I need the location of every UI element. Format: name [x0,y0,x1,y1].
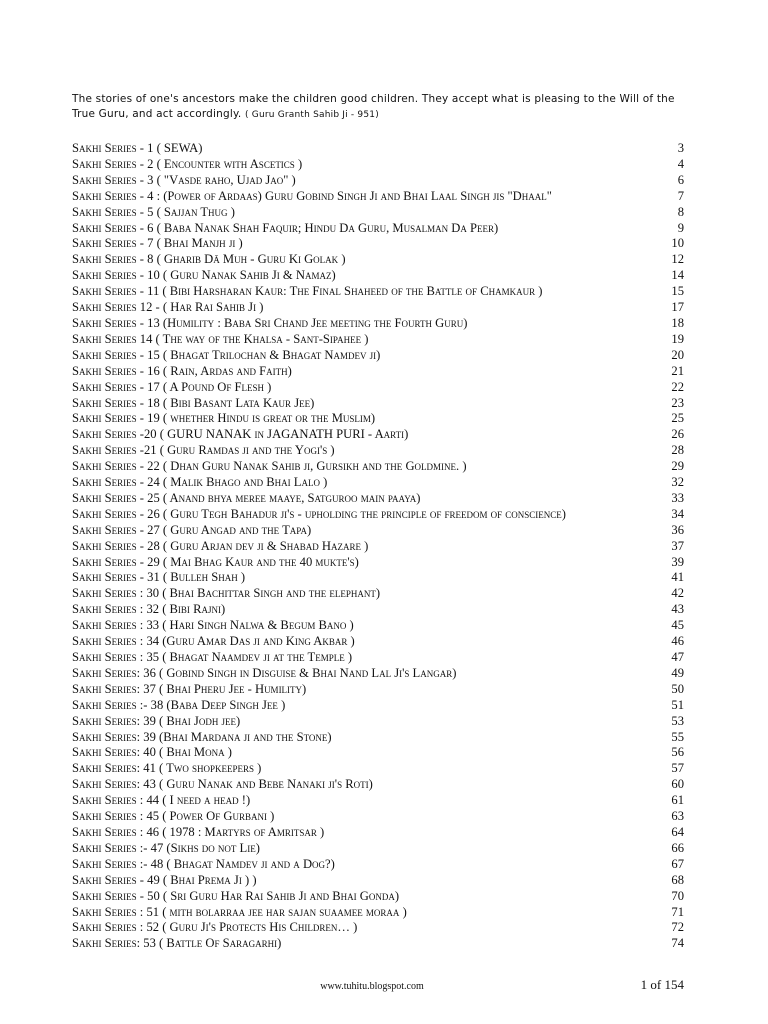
toc-entry[interactable] [72,936,684,952]
toc-entry[interactable] [72,475,684,491]
toc-entry-title: Sakhi Series: 40 ( Bhai Mona ) [72,745,232,760]
toc-entry[interactable] [72,523,684,539]
toc-entry[interactable] [72,714,684,730]
page-indicator: 1 of 154 [640,977,684,992]
toc-entry-page: 6 [677,172,684,187]
toc-entry[interactable] [72,889,684,905]
toc-entry-page: 28 [671,443,684,458]
toc-entry[interactable] [72,682,684,698]
toc-entry-page: 46 [671,634,684,649]
toc-entry-title: Sakhi Series - 5 ( Sajjan Thug ) [72,204,235,219]
toc-entry[interactable] [72,905,684,921]
toc-entry-page: 61 [671,793,684,808]
toc-entry-page: 33 [671,490,684,505]
toc-entry-title: Sakhi Series : 44 ( I need a head !) [72,793,251,808]
toc-entry[interactable] [72,205,684,221]
toc-entry[interactable] [72,586,684,602]
toc-entry-title: Sakhi Series - 7 ( Bhai Manjh ji ) [72,236,243,251]
toc-entry-title: Sakhi Series - 2 ( Encounter with Ascetics ) [72,156,303,171]
toc-entry-page: 72 [671,920,684,935]
toc-entry-title: Sakhi Series : 45 ( Power Of Gurbani ) [72,809,275,824]
toc-entry-title: Sakhi Series 12 - ( Har Rai Sahib Ji ) [72,300,264,315]
toc-entry-page: 19 [671,331,684,346]
toc-entry-title: Sakhi Series : 32 ( Bibi Rajni) [72,602,226,617]
intro-paragraph [72,92,692,123]
toc-entry-page: 47 [671,650,684,664]
toc-entry-title: Sakhi Series: 39 (Bhai Mardana ji and the Stone) [72,729,332,744]
toc-entry[interactable] [72,252,684,268]
toc-entry[interactable] [72,555,684,571]
toc-entry[interactable] [72,316,684,332]
toc-entry-page: 4 [677,156,684,171]
toc-entry-title: Sakhi Series: 39 ( Bhai Jodh jee) [72,713,241,728]
toc-entry-page: 45 [671,618,684,633]
toc-entry-page: 9 [677,220,684,235]
toc-entry-title: Sakhi Series : 33 ( Hari Singh Nalwa & Begum Bano ) [72,618,354,633]
toc-entry[interactable] [72,793,684,809]
toc-entry-page: 50 [671,681,684,696]
toc-entry-page: 14 [671,268,684,283]
toc-entry-title: Sakhi Series - 15 ( Bhagat Trilochan & Bhagat Namdev ji) [72,347,381,362]
toc-entry[interactable] [72,173,684,189]
toc-entry-title: Sakhi Series - 6 ( Baba Nanak Shah Faquir; Hindu Da Guru, Musalman Da Peer) [72,220,499,235]
toc-entry-title: Sakhi Series - 10 ( Guru Nanak Sahib Ji & Namaz) [72,268,336,283]
toc-entry-page: 7 [677,188,684,203]
toc-entry[interactable] [72,920,684,936]
toc-entry-page: 23 [671,395,684,410]
toc-entry[interactable] [72,730,684,746]
toc-entry[interactable] [72,539,684,555]
toc-entry-page: 29 [671,459,684,474]
toc-entry-title: Sakhi Series: 36 ( Gobind Singh in Disguise & Bhai Nand Lal Ji's Langar) [72,665,457,680]
toc-entry[interactable] [72,777,684,793]
toc-entry-page: 20 [671,347,684,362]
toc-entry-page: 18 [671,315,684,330]
toc-entry-title: Sakhi Series : 46 ( 1978 : Martyrs of Amritsar ) [72,824,325,839]
toc-entry[interactable] [72,332,684,348]
toc-entry[interactable] [72,236,684,252]
toc-entry[interactable] [72,284,684,300]
intro-text: The stories of one's ancestors make the children good children. They accept what is pleasing to the Will of the True Guru, and act accordingly. [72,93,675,120]
toc-entry-page: 25 [671,411,684,426]
toc-entry[interactable] [72,650,684,666]
toc-entry-page: 12 [671,252,684,267]
toc-entry[interactable] [72,873,684,889]
toc-entry[interactable] [72,618,684,634]
toc-entry[interactable] [72,825,684,841]
toc-entry-title: Sakhi Series - 13 (Humility : Baba Sri Chand Jee meeting the Fourth Guru) [72,315,468,330]
toc-entry[interactable] [72,507,684,523]
toc-entry-title: Sakhi Series :- 47 (Sikhs do not Lie) [72,840,260,855]
toc-entry-title: Sakhi Series : 35 ( Bhagat Naamdev ji at the Temple ) [72,650,353,664]
toc-entry-page: 66 [671,840,684,855]
toc-entry[interactable] [72,411,684,427]
toc-entry-title: Sakhi Series - 26 ( Guru Tegh Bahadur ji's - upholding the principle of freedom of conscience) [72,506,566,521]
toc-entry-title: Sakhi Series - 19 ( whether Hindu is great or the Muslim) [72,411,376,426]
toc-entry[interactable] [72,698,684,714]
toc-entry-page: 56 [671,745,684,760]
toc-entry-page: 22 [671,379,684,394]
toc-entry-title: Sakhi Series : 52 ( Guru Ji's Protects His Children… ) [72,920,358,935]
toc-entry-title: Sakhi Series : 34 (Guru Amar Das ji and King Akbar ) [72,634,355,649]
toc-entry-page: 36 [671,522,684,537]
toc-entry-title: Sakhi Series - 16 ( Rain, Ardas and Faith) [72,363,292,378]
intro-citation: ( Guru Granth Sahib Ji - 951) [245,110,379,120]
toc-entry[interactable] [72,857,684,873]
toc-entry-page: 43 [671,602,684,617]
toc-entry-title: Sakhi Series - 4 : (Power of Ardaas) Guru Gobind Singh Ji and Bhai Laal Singh jis "Dhaal" [72,188,552,203]
toc-entry[interactable] [72,221,684,237]
toc-entry-title: Sakhi Series - 11 ( Bibi Harsharan Kaur: The Final Shaheed of the Battle of Chamkaur ) [72,284,543,299]
toc-entry[interactable] [72,364,684,380]
toc-entry-page: 53 [671,713,684,728]
toc-entry-title: Sakhi Series - 28 ( Guru Arjan dev ji & Shabad Hazare ) [72,538,369,553]
toc-entry-page: 42 [671,586,684,601]
toc-entry-title: Sakhi Series - 17 ( A Pound Of Flesh ) [72,379,272,394]
toc-entry-page: 49 [671,665,684,680]
toc-entry[interactable] [72,666,684,682]
toc-entry[interactable] [72,745,684,761]
toc-entry[interactable] [72,443,684,459]
toc-entry[interactable] [72,809,684,825]
toc-entry-page: 15 [671,284,684,299]
toc-entry-page: 71 [671,904,684,919]
toc-entry-title: Sakhi Series: 37 ( Bhai Pheru Jee - Humility) [72,681,307,696]
toc-entry-title: Sakhi Series: 43 ( Guru Nanak and Bebe Nanaki ji's Roti) [72,777,373,792]
toc-entry-title: Sakhi Series :- 48 ( Bhagat Namdev ji and a Dog?) [72,856,335,871]
toc-entry[interactable] [72,761,684,777]
toc-entry-page: 8 [677,204,684,219]
table-of-contents [72,141,684,952]
toc-entry-page: 57 [671,761,684,776]
toc-entry[interactable] [72,141,684,157]
toc-entry-title: Sakhi Series - 25 ( Anand bhya meree maaye, Satguroo main paaya) [72,490,421,505]
toc-entry[interactable] [72,427,684,443]
toc-entry[interactable] [72,300,684,316]
toc-entry-title: Sakhi Series - 1 ( SEWA) [72,141,203,155]
footer-url[interactable]: www.tuhitu.blogspot.com [320,981,424,992]
toc-entry-page: 37 [671,538,684,553]
toc-entry-page: 17 [671,300,684,315]
toc-entry-page: 55 [671,729,684,744]
toc-entry-page: 41 [671,570,684,585]
toc-entry-page: 26 [671,427,684,442]
toc-entry-title: Sakhi Series -20 ( GURU NANAK in JAGANATH PURI - Aarti) [72,427,409,442]
toc-entry-title: Sakhi Series :- 38 (Baba Deep Singh Jee ) [72,697,286,712]
toc-entry-title: Sakhi Series 14 ( The way of the Khalsa - Sant-Sipahee ) [72,331,369,346]
toc-entry-page: 39 [671,554,684,569]
toc-entry[interactable] [72,348,684,364]
toc-entry-page: 3 [677,141,684,155]
toc-entry-title: Sakhi Series -21 ( Guru Ramdas ji and the Yogi's ) [72,443,335,458]
toc-entry-title: Sakhi Series - 8 ( Gharib Dā Muh - Guru Ki Golak ) [72,252,346,267]
toc-entry-title: Sakhi Series: 53 ( Battle Of Saragarhi) [72,936,282,951]
toc-entry-title: Sakhi Series - 18 ( Bibi Basant Lata Kaur Jee) [72,395,315,410]
toc-entry-title: Sakhi Series - 27 ( Guru Angad and the Tapa) [72,522,312,537]
toc-entry-page: 74 [671,936,684,951]
toc-entry-title: Sakhi Series: 41 ( Two shopkeepers ) [72,761,262,776]
toc-entry[interactable] [72,634,684,650]
toc-entry[interactable] [72,268,684,284]
toc-entry[interactable] [72,459,684,475]
toc-entry-title: Sakhi Series - 22 ( Dhan Guru Nanak Sahib ji, Gursikh and the Goldmine. ) [72,459,467,474]
toc-entry-page: 64 [671,824,684,839]
toc-entry[interactable] [72,396,684,412]
toc-entry-title: Sakhi Series - 50 ( Sri Guru Har Rai Sahib Ji and Bhai Gonda) [72,888,400,903]
toc-entry[interactable] [72,491,684,507]
toc-entry-page: 34 [671,506,684,521]
toc-entry-title: Sakhi Series - 3 ( "Vasde raho, Ujad Jao" ) [72,172,296,187]
toc-entry-title: Sakhi Series : 51 ( mith bolarraa jee har sajan suaamee moraa ) [72,904,407,919]
toc-entry[interactable] [72,380,684,396]
toc-entry-title: Sakhi Series - 49 ( Bhai Prema Ji ) ) [72,872,257,887]
toc-entry[interactable] [72,189,684,205]
toc-entry[interactable] [72,570,684,586]
toc-entry-page: 67 [671,856,684,871]
toc-entry-title: Sakhi Series - 29 ( Mai Bhag Kaur and the 40 mukte's) [72,554,359,569]
toc-entry-page: 60 [671,777,684,792]
toc-entry[interactable] [72,602,684,618]
toc-entry-page: 68 [671,872,684,887]
toc-entry-page: 51 [671,697,684,712]
toc-entry-page: 70 [671,888,684,903]
toc-entry-title: Sakhi Series : 30 ( Bhai Bachittar Singh and the elephant) [72,586,381,601]
toc-entry-page: 63 [671,809,684,824]
toc-entry-title: Sakhi Series - 24 ( Malik Bhago and Bhai Lalo ) [72,475,328,490]
toc-entry[interactable] [72,157,684,173]
toc-entry-page: 10 [671,236,684,251]
toc-entry-title: Sakhi Series - 31 ( Bulleh Shah ) [72,570,246,585]
toc-entry-page: 21 [671,363,684,378]
toc-entry[interactable] [72,841,684,857]
toc-entry-page: 32 [671,475,684,490]
